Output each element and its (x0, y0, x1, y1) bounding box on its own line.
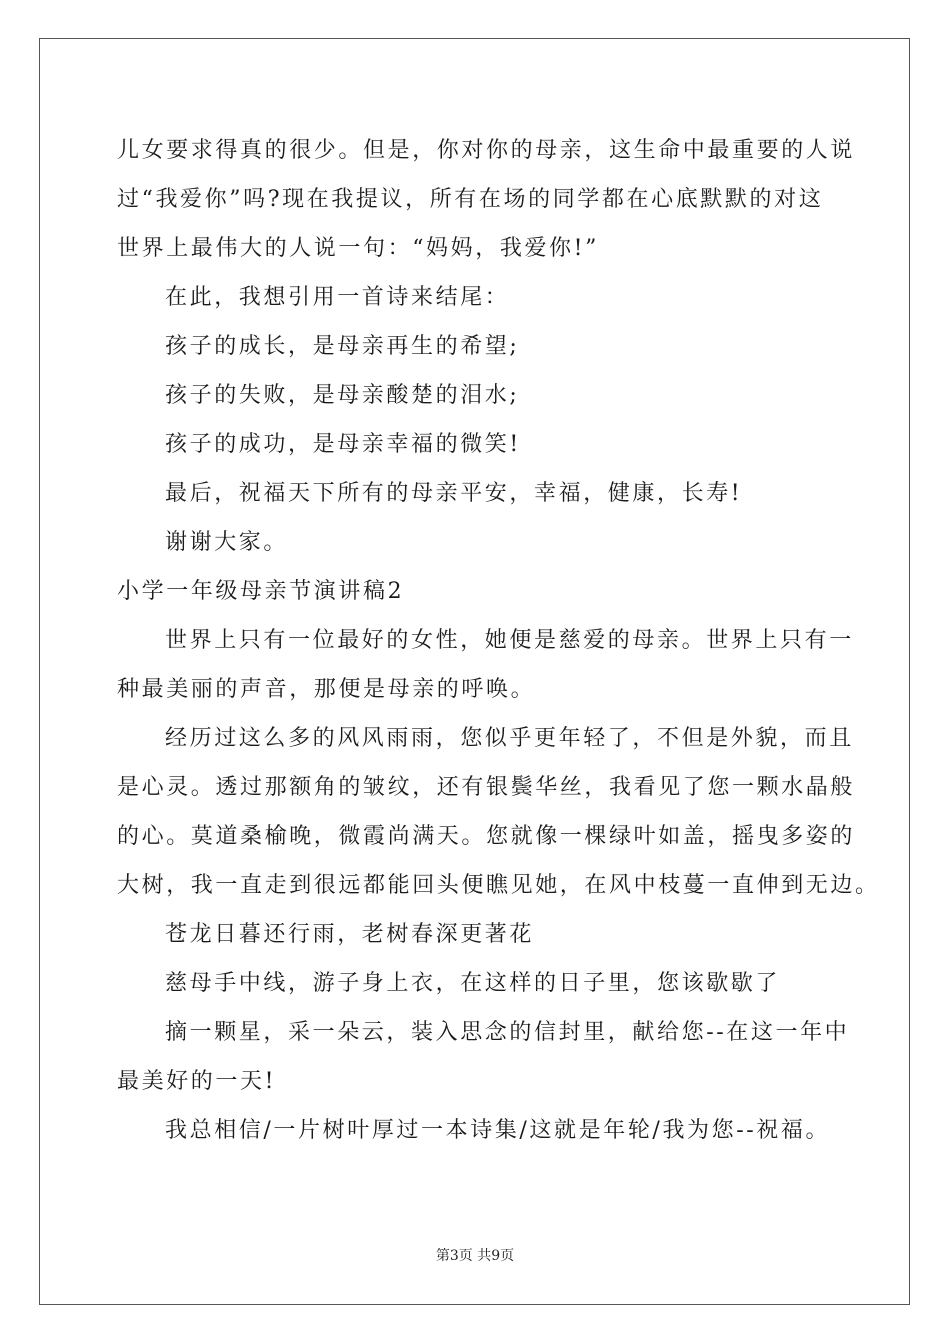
document-body (117, 126, 880, 1155)
text-line: 最后，祝福天下所有的母亲平安，幸福，健康，长寿! (165, 481, 743, 506)
text-line: 的心。莫道桑榆晚，微霞尚满天。您就像一棵绿叶如盖，摇曳多姿的 (117, 824, 856, 849)
text-line: 谢谢大家。 (165, 530, 289, 555)
text-line: 是心灵。透过那额角的皱纹，还有银鬓华丝，我看见了您一颗水晶般 (117, 775, 856, 800)
text-line: 摘一颗星，采一朵云，装入思念的信封里，献给您--在这一年中 (165, 1020, 850, 1045)
text-line: 大树，我一直走到很远都能回头便瞧见她，在风中枝蔓一直伸到无边。 (117, 873, 880, 898)
text-line: 世界上只有一位最好的女性，她便是慈爱的母亲。世界上只有一 (165, 628, 854, 653)
text-line: 我总相信/一片树叶厚过一本诗集/这就是年轮/我为您--祝福。 (165, 1118, 831, 1143)
text-line: 种最美丽的声音，那便是母亲的呼唤。 (117, 677, 536, 702)
poem-line: 孩子的成长，是母亲再生的希望; (165, 334, 520, 359)
poem-line: 孩子的成功，是母亲幸福的微笑! (165, 432, 521, 457)
text-line: 儿女要求得真的很少。但是，你对你的母亲，这生命中最重要的人说 (117, 138, 856, 163)
text-line: 最美好的一天! (117, 1069, 277, 1094)
text-line: 在此，我想引用一首诗来结尾： (165, 285, 510, 310)
poem-line: 孩子的失败，是母亲酸楚的泪水; (165, 383, 520, 408)
text-line: 世界上最伟大的人说一句：“妈妈，我爱你!” (117, 236, 599, 261)
section-heading: 小学一年级母亲节演讲稿2 (117, 579, 405, 604)
text-line: 苍龙日暮还行雨，老树春深更著花 (165, 922, 535, 947)
text-line: 过“我爱你”吗?现在我提议，所有在场的同学都在心底默默的对这 (117, 187, 824, 212)
page-number-footer: 第3页 共9页 (435, 1248, 515, 1264)
text-line: 经历过这么多的风风雨雨，您似乎更年轻了，不但是外貌，而且 (165, 726, 854, 751)
text-line: 慈母手中线，游子身上衣，在这样的日子里，您该歇歇了 (165, 971, 781, 996)
